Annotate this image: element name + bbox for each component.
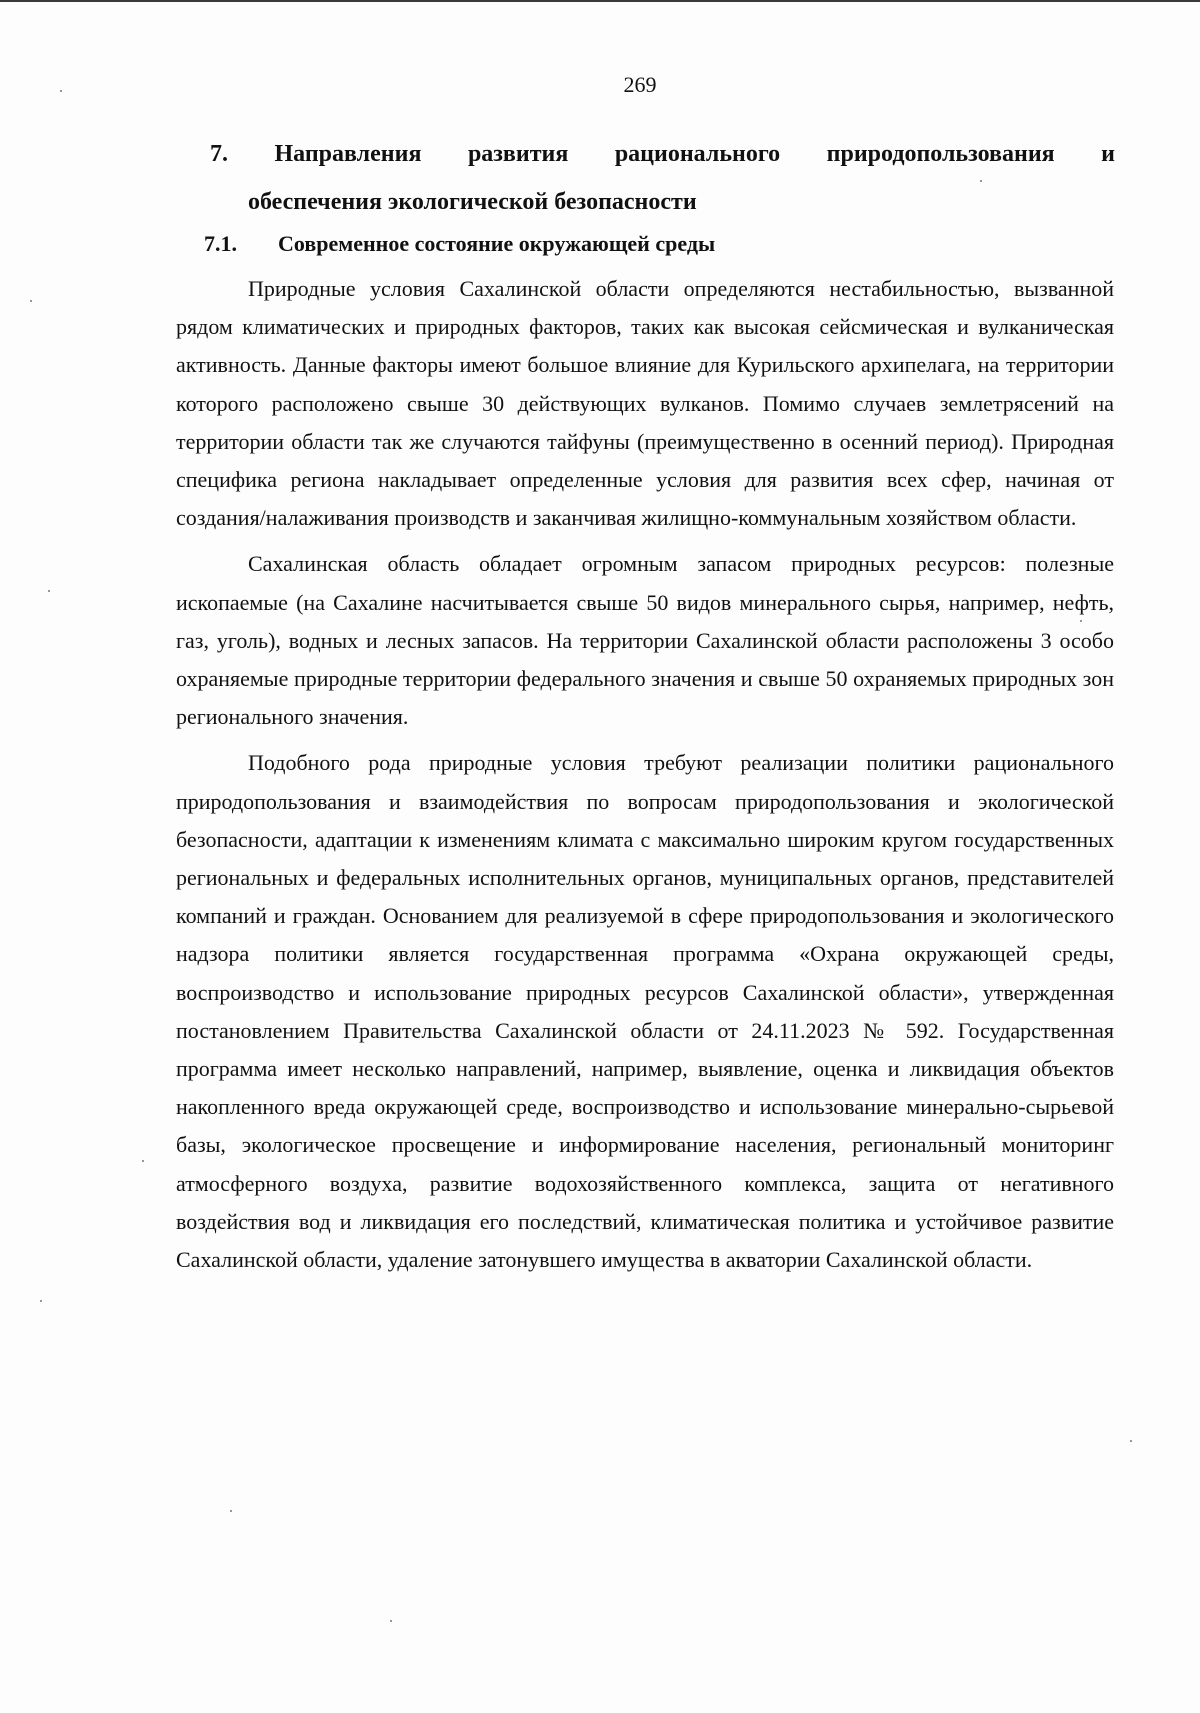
subsection-title: Современное состояние окружающей среды (278, 231, 716, 256)
scan-speck (1080, 620, 1082, 622)
scan-speck (1130, 1440, 1132, 1442)
scan-speck (30, 300, 32, 302)
section-title-line1 (210, 130, 1115, 178)
paragraph-3: Подобного рода природные условия требуют реализации политики рационального природопользования и взаимодействия по вопросам природопользования и экологической безопасности, адаптации к изменениям климата с максимально широким кругом государственных региональных и федеральных исполнительных органов, муниципальных органов, представителей компаний и граждан. Основанием для реализуемой в сфере природопользования и экологического надзора политики является государственная программа «Охрана окружающей среды, воспроизводство и использование природных ресурсов Сахалинской области», утвержденная постановлением Правительства Сахалинской области от 24.11.2023 № 592. Государственная программа имеет несколько направлений, например, выявление, оценка и ликвидация объектов накопленного вреда окружающей среде, воспроизводство и использование минерально-сырьевой базы, экологическое просвещение и информирование населения, региональный мониторинг атмосферного воздуха, развитие водохозяйственного комплекса, защита от негативного воздействия вод и ликвидация его последствий, климатическая политика и устойчивое развитие Сахалинской области, удаление затонувшего имущества в акватории Сахалинской области. (176, 750, 1114, 1273)
scan-speck (230, 1510, 232, 1512)
scan-speck (40, 1300, 42, 1302)
scan-speck (980, 180, 982, 182)
paragraph-1: Природные условия Сахалинской области определяются нестабильностью, вызванной рядом климатических и природных факторов, таких как высокая сейсмическая и вулканическая активность. Данные факторы имеют большое влияние для Курильского архипелага, на территории которого расположено свыше 30 действующих вулканов. Помимо случаев землетрясений на территории области так же случаются тайфуны (преимущественно в осенний период). Природная специфика региона накладывает определенные условия для развития всех сфер, начиная от создания/налаживания производств и заканчивая жилищно-коммунальным хозяйством области. (176, 276, 1114, 531)
paragraph-2: Сахалинская область обладает огромным запасом природных ресурсов: полезные ископаемые (на Сахалине насчитывается свыше 50 видов минерального сырья, например, нефть, газ, уголь), водных и лесных запасов. На территории Сахалинской области расположены 3 особо охраняемые природные территории федерального значения и свыше 50 охраняемых природных зон регионального значения. (176, 551, 1114, 730)
subsection-number: 7.1. (204, 231, 237, 256)
section-title-word: и (1101, 141, 1115, 167)
scan-speck (60, 90, 62, 92)
section-title (210, 130, 1115, 226)
section-title-word: рационального (614, 141, 781, 167)
scan-speck (390, 1620, 392, 1622)
page-number: 269 (623, 72, 657, 97)
scan-speck (142, 1160, 144, 1162)
section-title-word: 7. (210, 141, 228, 167)
section-title-word: Направления (274, 141, 422, 167)
section-title-line2: обеспечения экологической безопасности (248, 189, 697, 215)
scan-speck (48, 590, 50, 592)
section-title-word: развития (467, 141, 569, 167)
body-text (176, 270, 1114, 1279)
section-title-word: природопользования (826, 141, 1055, 167)
subsection-heading (204, 228, 715, 260)
top-border-line (0, 0, 1200, 2)
